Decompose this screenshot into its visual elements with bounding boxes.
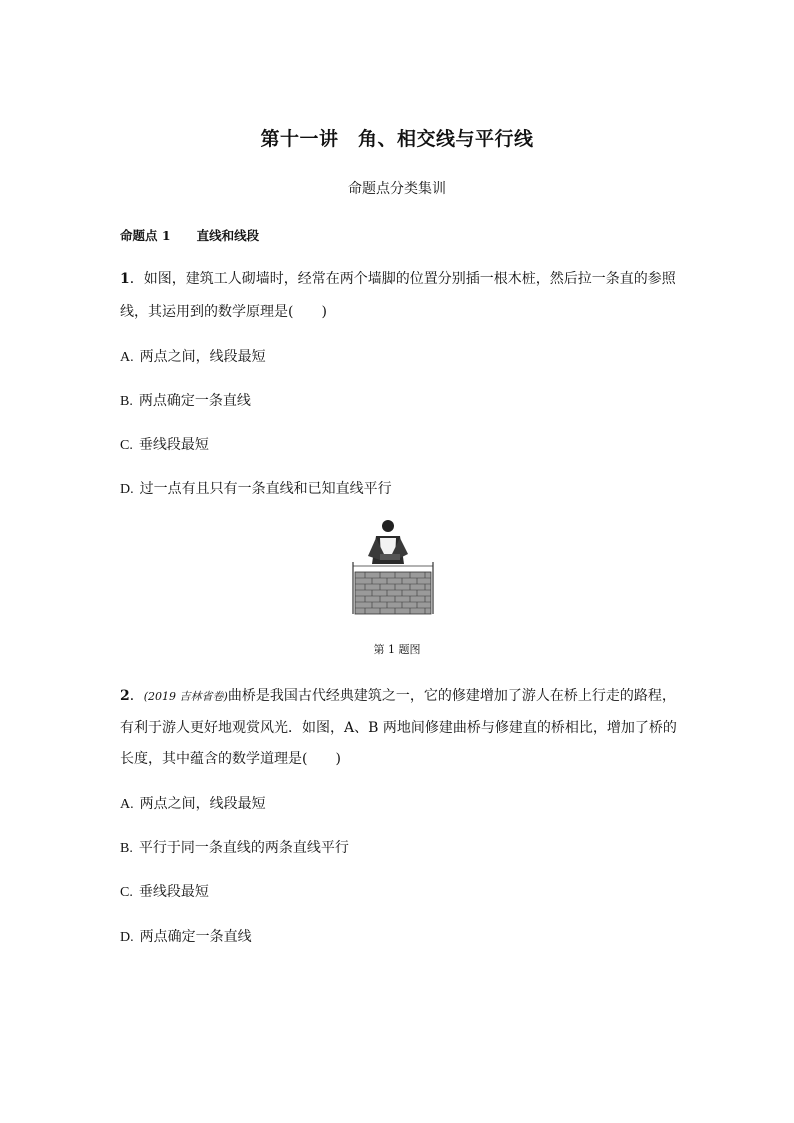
q2-source: (2019 吉林省卷) bbox=[143, 690, 228, 703]
q2-option-d: D. 两点确定一条直线 bbox=[120, 929, 252, 945]
q1-line2: 线，其运用到的数学原理是( ) bbox=[120, 304, 327, 320]
q2-option-a: A. 两点之间，线段最短 bbox=[120, 796, 266, 812]
q1-option-b: B. 两点确定一条直线 bbox=[120, 393, 251, 409]
q1-option-d: D. 过一点有且只有一条直线和已知直线平行 bbox=[120, 481, 392, 497]
q1-option-a: A. 两点之间，线段最短 bbox=[120, 349, 266, 365]
section-name: 直线和线段 bbox=[196, 228, 260, 243]
q1-option-c: C. 垂线段最短 bbox=[120, 437, 209, 453]
q2-number: 2 bbox=[120, 688, 130, 704]
figure-caption: 第 1 题图 bbox=[373, 643, 421, 656]
q2-option-b: B. 平行于同一条直线的两条直线平行 bbox=[120, 840, 349, 856]
q2-line3: 长度，其中蕴含的数学道理是( ) bbox=[120, 751, 341, 767]
q2-line1: 2．(2019 吉林省卷)曲桥是我国古代经典建筑之一，它的修建增加了游人在桥上行走的路程， bbox=[120, 688, 676, 704]
q2-line2: 有利于游人更好地观赏风光．如图，A、B 两地间修建曲桥与修建直的桥相比，增加了桥的 bbox=[120, 720, 677, 736]
q1-line1: 1．如图，建筑工人砌墙时，经常在两个墙脚的位置分别插一根木桩，然后拉一条直的参照 bbox=[120, 271, 676, 287]
section-heading bbox=[120, 226, 259, 244]
q2-option-c: C. 垂线段最短 bbox=[120, 884, 209, 900]
page-title: 第十一讲 角、相交线与平行线 bbox=[260, 128, 534, 150]
q1-number: 1 bbox=[120, 271, 130, 287]
page-subtitle: 命题点分类集训 bbox=[348, 181, 446, 197]
section-label: 命题点 1 bbox=[120, 228, 171, 243]
bricklayer-figure bbox=[350, 516, 436, 616]
